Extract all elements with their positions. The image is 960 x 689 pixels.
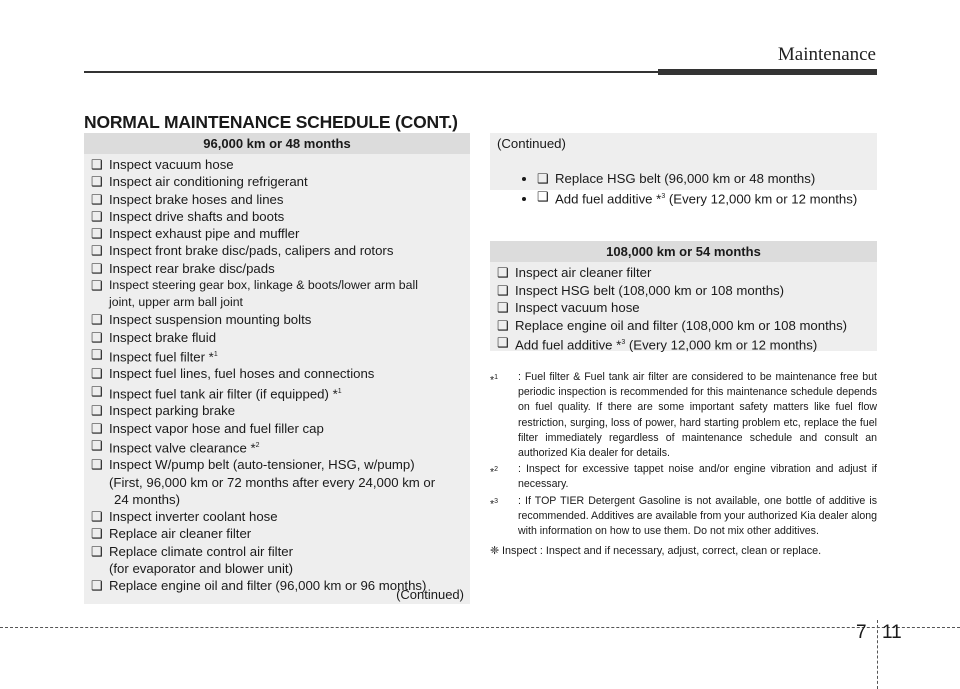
- header-rule-accent: [658, 69, 877, 75]
- checkbox-icon: ❑: [91, 420, 103, 436]
- list-item: ❑ Inspect exhaust pipe and muffler: [91, 226, 300, 241]
- list-item: ❑ Inspect brake fluid: [91, 329, 217, 345]
- schedule-heading-96000: 96,000 km or 48 months: [84, 133, 470, 154]
- checkbox-icon: ❑: [91, 226, 103, 241]
- list-item: • ❑ Add fuel additive *$^3$ (Every 12,000 km or 12 months): [537, 188, 913, 208]
- checkbox-icon: ❑: [91, 383, 103, 399]
- list-item: ❑ Inspect air cleaner filter: [497, 265, 652, 280]
- list-item: ❑ Inspect rear brake disc/pads: [91, 260, 275, 276]
- checkbox-icon: ❑: [497, 282, 509, 298]
- checklist: [91, 156, 467, 594]
- list-item: ❑ Inspect fuel tank air filter (if equipped) *$^1$: [91, 383, 342, 402]
- schedule-box-96000-continued: [490, 133, 877, 206]
- list-item: ❑ Replace engine oil and filter (108,000 km or 108 months): [497, 317, 848, 333]
- checklist: [497, 264, 873, 354]
- list-item: ❑ Replace engine oil and filter (96,000 km or 96 months): [91, 578, 427, 594]
- continued-label: (Continued): [497, 136, 566, 151]
- footnote-marker: *$^1$: [490, 374, 499, 387]
- checkbox-icon: ❑: [91, 277, 103, 293]
- checkbox-icon: ❑: [91, 346, 103, 362]
- footnote-marker: *$^2$: [490, 466, 499, 479]
- footer-rule: [0, 627, 960, 628]
- list-item: ❑ Replace air cleaner filter: [91, 526, 252, 542]
- list-item: ❑ Inspect steering gear box, linkage & boots/lower arm ball joint, upper arm ball joint: [91, 277, 418, 309]
- checklist: [497, 170, 913, 207]
- checkbox-icon: • ❑: [537, 171, 549, 186]
- list-item: ❑ Inspect suspension mounting bolts: [91, 312, 312, 328]
- checkbox-icon: • ❑: [537, 188, 549, 204]
- checkbox-icon: ❑: [91, 174, 103, 190]
- list-item: ❑ Inspect parking brake: [91, 403, 236, 419]
- list-item: ❑ Inspect drive shafts and boots: [91, 208, 285, 224]
- schedule-box-108000: [490, 262, 877, 351]
- list-item: ❑ Inspect fuel filter *$^1$: [91, 346, 218, 365]
- footnote: *$^3$ : If TOP TIER Detergent Gasoline is not available, one bottle of additive is recommended. Additives are available from your authorized Kia dealer along with information on how to use them. Do not mix other additives.: [490, 494, 877, 538]
- checkbox-icon: ❑: [91, 543, 103, 559]
- section-title: NORMAL MAINTENANCE SCHEDULE (CONT.): [84, 112, 458, 132]
- checkbox-icon: ❑: [91, 403, 103, 419]
- checkbox-icon: ❑: [91, 208, 103, 224]
- footnote: *$^1$ : Fuel filter & Fuel tank air filter are considered to be maintenance free but periodic inspection is recommended for this maintenance schedule depends on fuel quality. If there are some important safety matters like fuel flow restriction, surging, loss of power, hard starting problem etc, replace the fuel filter immediately regardless of maintenance schedule and consult an authorized Kia dealer for details.: [490, 371, 877, 460]
- checkbox-icon: ❑: [91, 260, 103, 276]
- checkbox-icon: ❑: [91, 243, 103, 259]
- page-number: 11: [882, 622, 902, 643]
- list-item: • ❑ Replace HSG belt (96,000 km or 48 months): [537, 170, 913, 188]
- checkbox-icon: ❑: [91, 191, 103, 207]
- list-item: ❑ Inspect valve clearance *$^2$: [91, 437, 260, 456]
- checkbox-icon: ❑: [91, 157, 103, 172]
- checkbox-icon: ❑: [91, 457, 103, 473]
- page-header-title: Maintenance: [777, 44, 876, 65]
- schedule-heading-108000: 108,000 km or 54 months: [490, 241, 877, 262]
- continued-label: (Continued): [396, 587, 464, 602]
- inspect-note: ❈ Inspect : Inspect and if necessary, adjust, correct, clean or replace.: [490, 545, 822, 558]
- list-item: ❑ Inspect inverter coolant hose: [91, 509, 278, 525]
- list-item: ❑ Inspect vapor hose and fuel filler cap: [91, 420, 324, 436]
- list-item: ❑ Inspect air conditioning refrigerant: [91, 174, 308, 190]
- header-rule: [84, 71, 664, 73]
- checkbox-icon: ❑: [91, 437, 103, 453]
- list-item: ❑ Inspect brake hoses and lines: [91, 191, 284, 207]
- checkbox-icon: ❑: [91, 526, 103, 542]
- list-item: ❑ Inspect vacuum hose: [497, 300, 640, 315]
- list-item: ❑ Add fuel additive *$^3$ (Every 12,000 km or 12 months): [497, 335, 818, 353]
- checkbox-icon: ❑: [497, 317, 509, 333]
- footnote-marker: *$^3$: [490, 497, 499, 511]
- footnotes: [490, 370, 877, 559]
- list-item: ❑ Inspect vacuum hose: [91, 157, 234, 172]
- checkbox-icon: ❑: [497, 300, 509, 315]
- checkbox-icon: ❑: [91, 312, 103, 328]
- checkbox-icon: ❑: [497, 335, 509, 350]
- checkbox-icon: ❑: [497, 265, 509, 280]
- list-item: ❑ Inspect HSG belt (108,000 km or 108 months): [497, 282, 785, 298]
- schedule-box-96000: [84, 154, 470, 604]
- checkbox-icon: ❑: [91, 509, 103, 525]
- checkbox-icon: ❑: [91, 578, 103, 594]
- list-item: ❑ Replace climate control air filter (for evaporator and blower unit): [91, 543, 293, 576]
- chapter-number: 7: [856, 622, 867, 643]
- checkbox-icon: ❑: [91, 366, 103, 382]
- checkbox-icon: ❑: [91, 329, 103, 345]
- list-item: ❑ Inspect W/pump belt (auto-tensioner, HSG, w/pump) (First, 96,000 km or 72 months after every 24,000 km or 24 months): [91, 457, 436, 507]
- list-item: ❑ Inspect fuel lines, fuel hoses and connections: [91, 366, 375, 382]
- page-divider: [877, 620, 878, 689]
- footnote: *$^2$ : Inspect for excessive tappet noise and/or engine vibration and adjust if necessary.: [490, 463, 877, 491]
- list-item: ❑ Inspect front brake disc/pads, calipers and rotors: [91, 243, 394, 259]
